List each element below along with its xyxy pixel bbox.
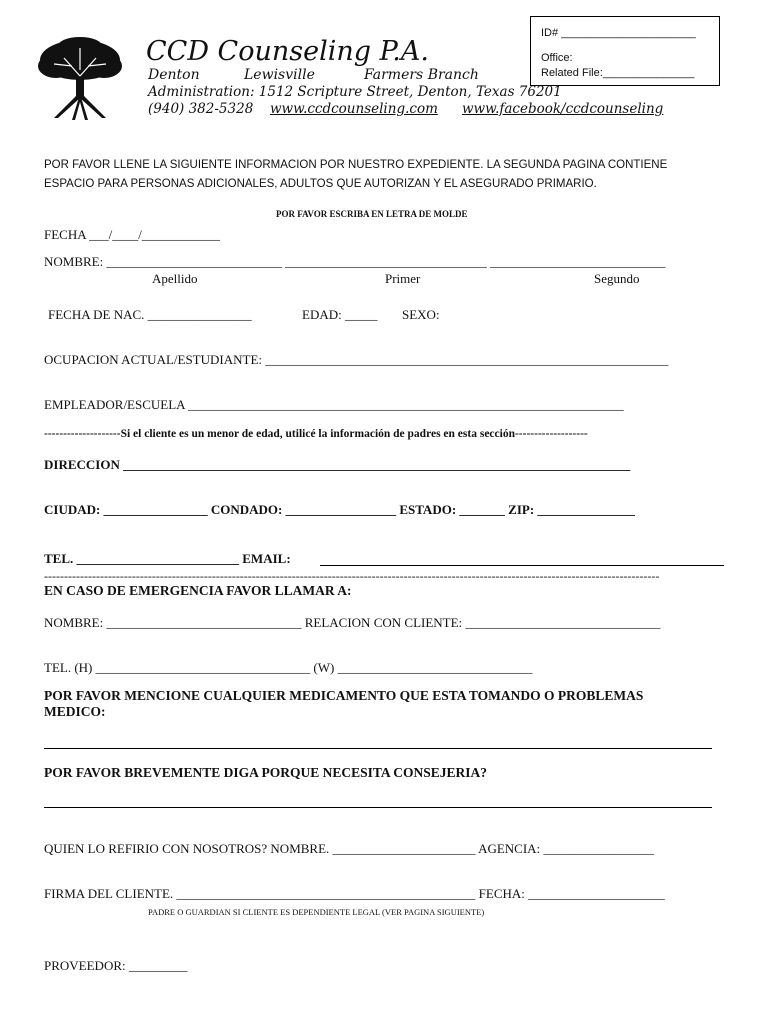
facebook-link[interactable]: www.facebook/ccdcounseling — [462, 101, 664, 117]
tel-email-row[interactable]: TEL. _________________________ EMAIL: — [44, 551, 291, 566]
primer-label: Primer — [385, 271, 421, 286]
nombre-field[interactable]: NOMBRE: ___________________________ _______________________________ ___________________________ — [44, 254, 666, 269]
intro-line-1: POR FAVOR LLENE LA SIGUIENTE INFORMACION POR NUESTRO EXPEDIENTE. LA SEGUNDA PAGINA CONTIENE — [44, 159, 668, 171]
office-id-box — [530, 16, 720, 86]
fecha-field[interactable]: FECHA ___/____/____________ — [44, 227, 220, 242]
medication-title-2: MEDICO: — [44, 704, 106, 719]
id-field[interactable]: ID# ______________________ — [541, 27, 696, 39]
ciudad-row[interactable]: CIUDAD: ________________ CONDADO: _________________ ESTADO: _______ ZIP: _______________ — [44, 502, 635, 517]
dash-divider: ---------------------------------------------------------------------------------------------------------------------------------------------------------- — [44, 569, 660, 583]
apellido-label: Apellido — [152, 271, 198, 286]
email-line[interactable] — [320, 565, 724, 566]
emergency-tel-row[interactable]: TEL. (H) _________________________________ (W) ______________________________ — [44, 660, 533, 675]
emergency-title: EN CASO DE EMERGENCIA FAVOR LLAMAR A: — [44, 583, 352, 598]
consejeria-line[interactable] — [44, 807, 712, 808]
empleador-field[interactable]: EMPLEADOR/ESCUELA ___________________________________________________________________ — [44, 397, 624, 412]
consejeria-title: POR FAVOR BREVEMENTE DIGA PORQUE NECESITA CONSEJERIA? — [44, 765, 488, 780]
firma-row[interactable]: FIRMA DEL CLIENTE. ______________________________________________ FECHA: _____________________ — [44, 886, 665, 901]
medication-title-1: POR FAVOR MENCIONE CUALQUIER MEDICAMENTO QUE ESTA TOMANDO O PROBLEMAS — [44, 688, 644, 703]
ocupacion-field[interactable]: OCUPACION ACTUAL/ESTUDIANTE: ______________________________________________________________ — [44, 352, 669, 367]
segundo-label: Segundo — [594, 271, 640, 286]
office-field[interactable]: Office: — [541, 52, 573, 64]
website-link[interactable]: www.ccdcounseling.com — [270, 101, 438, 117]
referido-row[interactable]: QUIEN LO REFIRIO CON NOSOTROS? NOMBRE. ______________________ AGENCIA: _________________ — [44, 841, 654, 856]
minor-note: --------------------Si el cliente es un menor de edad, utilicé la información de padres en esta sección------------------- — [44, 428, 588, 440]
sexo-field[interactable]: SEXO: — [402, 307, 440, 322]
city-farmers-branch: Farmers Branch — [364, 67, 479, 83]
intro-line-2: ESPACIO PARA PERSONAS ADICIONALES, ADULTOS QUE AUTORIZAN Y EL ASEGURADO PRIMARIO. — [44, 178, 597, 190]
firma-note: PADRE O GUARDIAN SI CLIENTE ES DEPENDIENTE LEGAL (VER PAGINA SIGUIENTE) — [148, 907, 485, 917]
dob-field[interactable]: FECHA DE NAC. ________________ — [48, 307, 252, 322]
direccion-field[interactable]: DIRECCION ______________________________________________________________________________ — [44, 457, 631, 472]
admin-address: Administration: 1512 Scripture Street, Denton, Texas 76201 — [148, 84, 562, 100]
city-lewisville: Lewisville — [244, 67, 315, 83]
medication-line[interactable] — [44, 748, 712, 749]
company-name: CCD Counseling P.A. — [146, 36, 429, 67]
print-note: POR FAVOR ESCRIBA EN LETRA DE MOLDE — [276, 209, 468, 219]
related-file-field[interactable]: Related File:_______________ — [541, 67, 695, 79]
tree-logo-icon — [34, 36, 126, 122]
edad-field[interactable]: EDAD: _____ — [302, 307, 378, 322]
phone-number: (940) 382-5328 — [148, 101, 254, 117]
emergency-nombre-row[interactable]: NOMBRE: ______________________________ RELACION CON CLIENTE: ______________________________ — [44, 615, 661, 630]
proveedor-field[interactable]: PROVEEDOR: _________ — [44, 958, 188, 973]
city-denton: Denton — [148, 67, 200, 83]
